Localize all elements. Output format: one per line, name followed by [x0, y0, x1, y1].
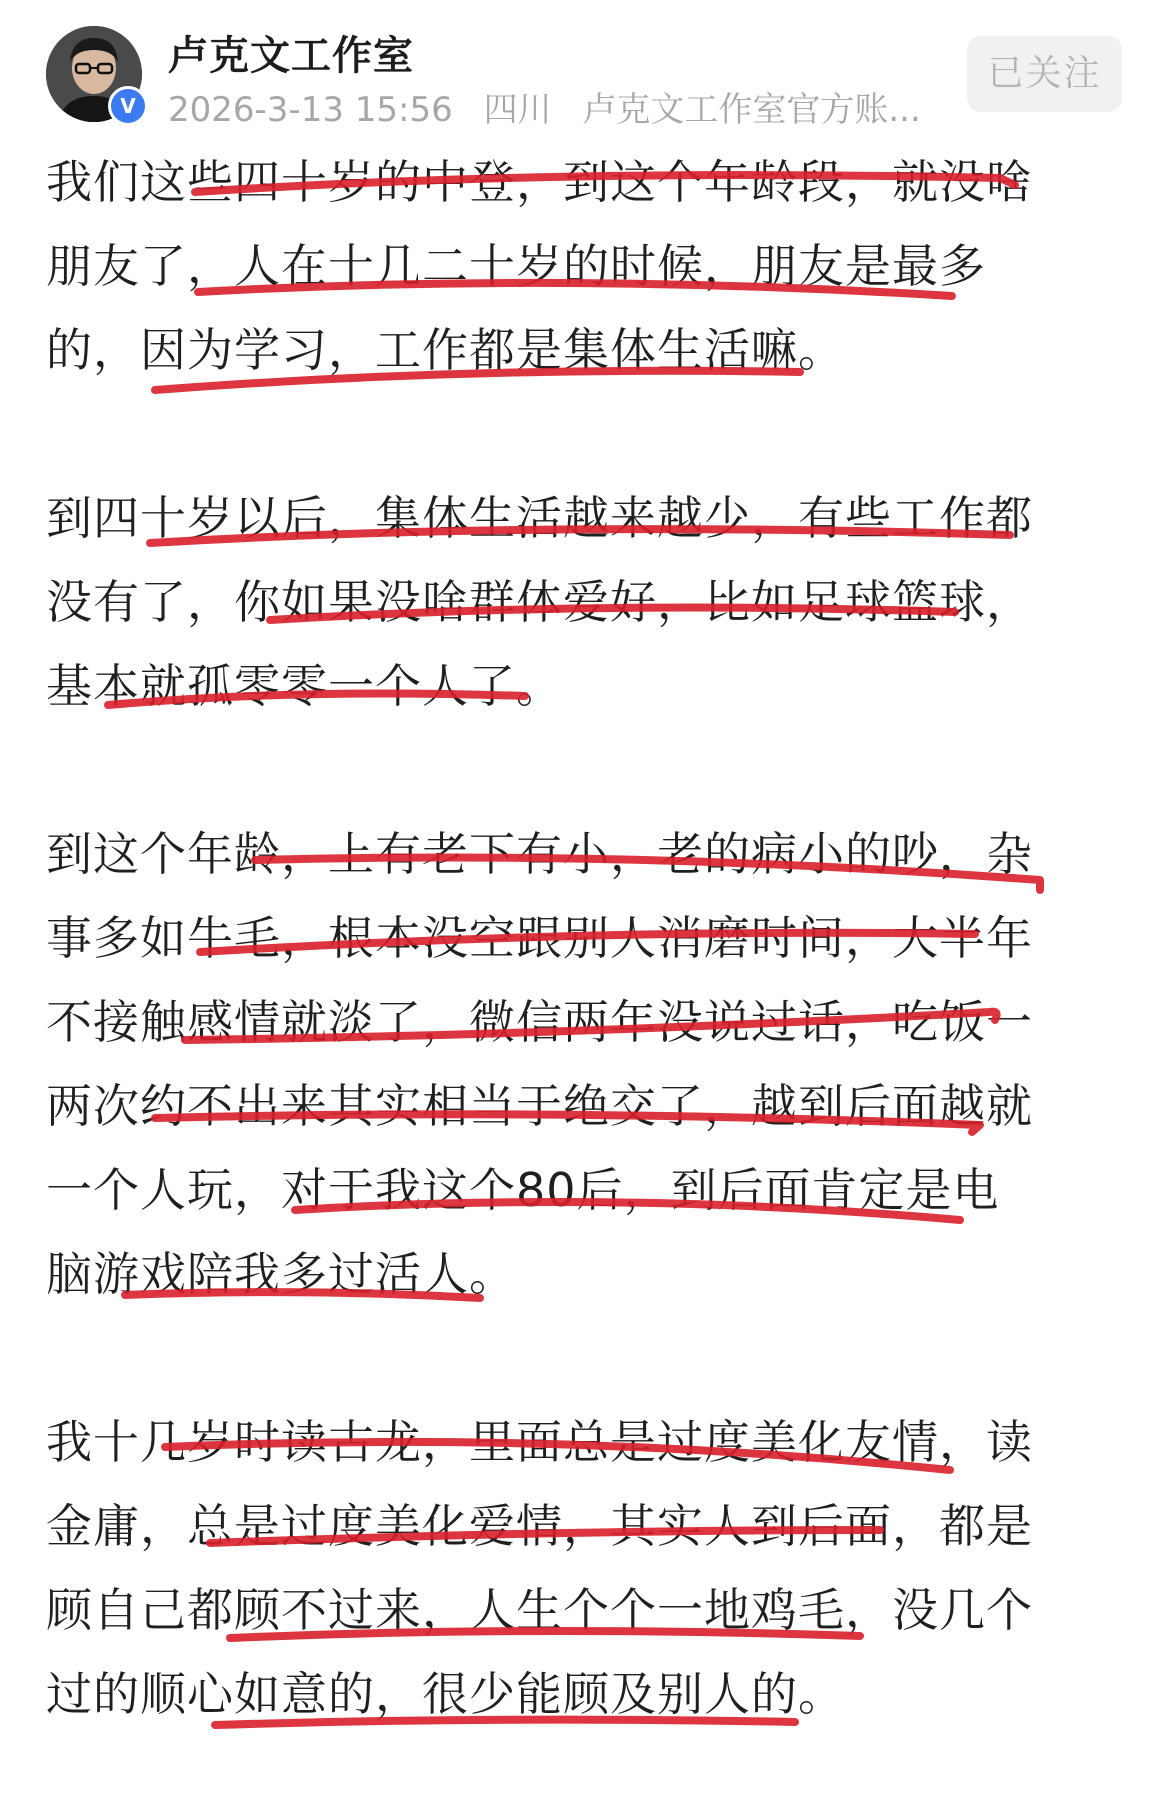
paragraph — [46, 812, 1130, 1316]
follow-button[interactable]: 已关注 — [967, 36, 1122, 112]
post-location: 四川 — [483, 90, 552, 130]
text-line: 到这个年龄，上有老下有小，老的病小的吵，杂 — [46, 827, 1033, 881]
verified-badge-icon: V — [108, 86, 148, 126]
post-header — [0, 0, 1170, 130]
text-line: 两次约不出来其实相当于绝交了，越到后面越就 — [46, 1079, 1033, 1133]
text-line: 我十几岁时读古龙，里面总是过度美化友情，读 — [46, 1415, 1033, 1469]
text-line: 事多如牛毛，根本没空跟别人消磨时间，大半年 — [46, 911, 1033, 965]
text-line: 没有了，你如果没啥群体爱好，比如足球篮球， — [46, 575, 1033, 629]
text-line: 我们这些四十岁的中登，到这个年龄段，就没啥 — [46, 155, 1033, 209]
text-line: 过的顺心如意的，很少能顾及别人的。 — [46, 1667, 845, 1721]
text-line: 一个人玩，对于我这个80后，到后面肯定是电 — [46, 1163, 1000, 1217]
post-source: 卢克文工作室官方账... — [582, 90, 921, 130]
text-line: 到四十岁以后，集体生活越来越少，有些工作都 — [46, 491, 1033, 545]
text-line: 的，因为学习，工作都是集体生活嘛。 — [46, 323, 845, 377]
text-line: 金庸，总是过度美化爱情，其实人到后面，都是 — [46, 1499, 1033, 1553]
text-line: 基本就孤零零一个人了。 — [46, 659, 563, 713]
post-timestamp: 2026-3-13 15:56 — [168, 90, 453, 130]
paragraph — [46, 476, 1130, 728]
text-line: 顾自己都顾不过来，人生个个一地鸡毛，没几个 — [46, 1583, 1033, 1637]
text-line: 不接触感情就淡了，微信两年没说过话，吃饭一 — [46, 995, 1033, 1049]
post-meta — [168, 82, 928, 131]
paragraph — [46, 140, 1130, 392]
paragraph — [46, 1400, 1130, 1736]
author-name[interactable]: 卢克文工作室 — [168, 33, 414, 79]
post-body — [46, 140, 1130, 1820]
text-line: 脑游戏陪我多过活人。 — [46, 1247, 516, 1301]
text-line: 朋友了，人在十几二十岁的时候，朋友是最多 — [46, 239, 986, 293]
